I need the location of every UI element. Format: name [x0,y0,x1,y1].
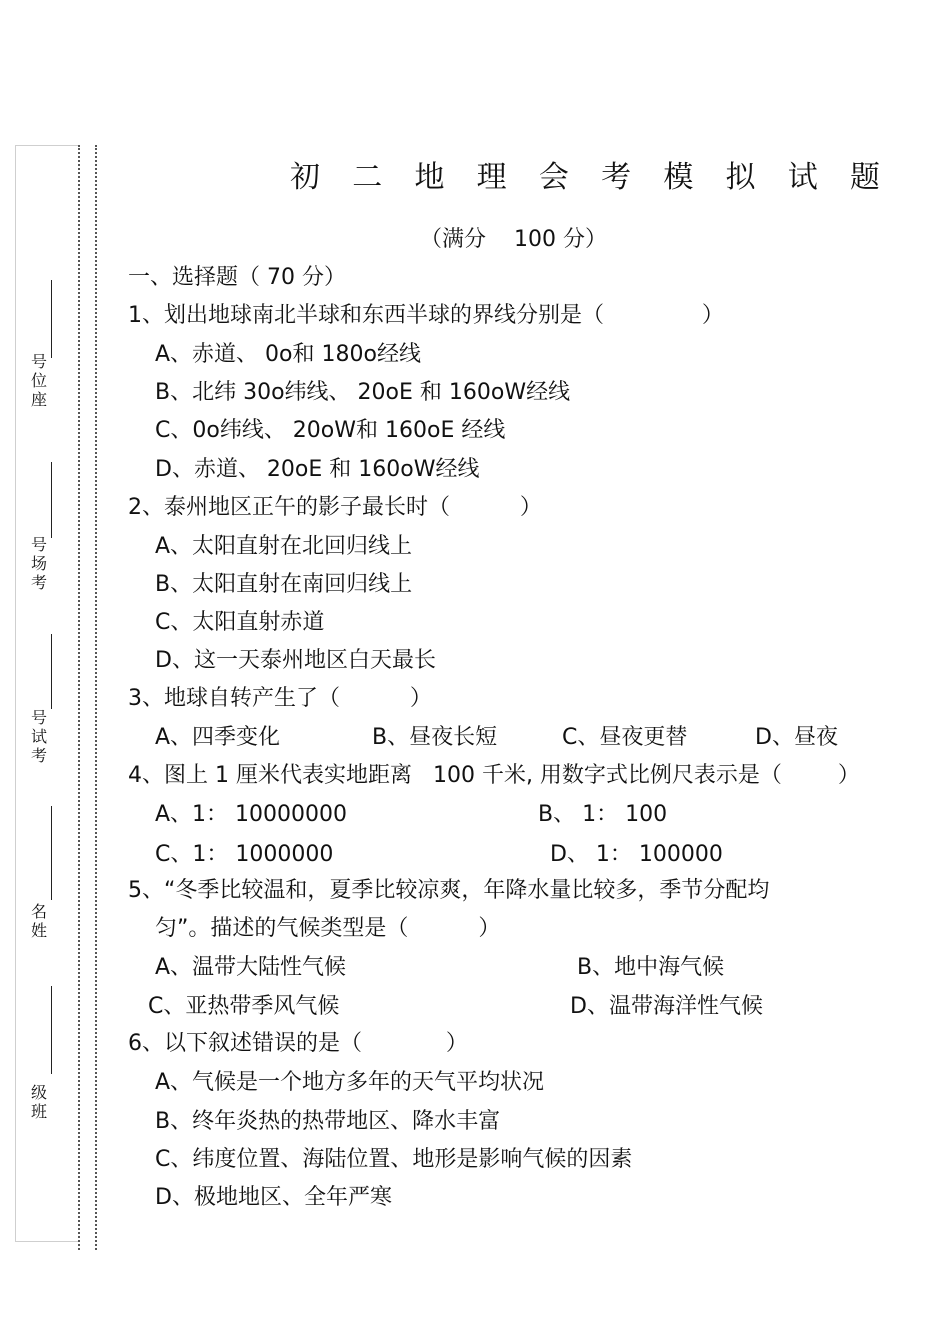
question-4-option-a: A、1： 10000000 [155,802,348,827]
title-char: 拟 [725,160,756,195]
question-1-stem: 1、划出地球南北半球和东西半球的界线分别是（ ） [128,303,724,328]
exam-room-line [51,462,52,538]
seat-number-line [51,280,52,358]
question-1-option-b: B、北纬 30o纬线、 20oE 和 160oW经线 [155,380,571,405]
title-char: 试 [787,160,818,195]
title-char: 初 [290,160,320,195]
title-char: 理 [476,160,507,195]
question-3-option-d: D、昼夜 [755,725,838,750]
question-3-option-b: B、昼夜长短 [372,725,498,750]
name-line [51,806,52,900]
title-char: 二 [352,160,383,195]
question-1-option-d: D、赤道、 20oE 和 160oW经线 [155,457,480,482]
title-char: 地 [414,160,445,195]
question-3-stem: 3、地球自转产生了（ ） [128,686,432,711]
exam-title [290,158,880,198]
exam-number-label: 号试考 [30,708,47,765]
question-5-option-c: C、亚热带季风气候 [148,994,340,1019]
name-label: 名姓 [30,902,47,940]
question-6-option-d: D、极地地区、全年严寒 [155,1185,392,1210]
class-label: 级班 [30,1083,47,1121]
question-2-option-a: A、太阳直射在北回归线上 [155,534,413,559]
exam-number-line [51,634,52,709]
question-6-option-b: B、终年炎热的热带地区、降水丰富 [155,1109,501,1134]
question-4-stem: 4、图上 1 厘米代表实地距离 100 千米, 用数字式比例尺表示是（ ） [128,763,860,788]
exam-room-label: 号场考 [30,535,47,592]
question-1-option-a: A、赤道、 0o和 180o经线 [155,342,421,367]
title-char: 考 [601,160,632,195]
question-3-option-c: C、昼夜更替 [562,725,688,750]
class-line [51,986,52,1074]
question-5-option-b: B、地中海气候 [577,955,725,980]
title-char: 模 [663,160,694,195]
question-5-stem-continued: 匀”。描述的气候类型是（ ） [155,916,501,941]
question-4-option-d: D、 1： 100000 [550,842,723,867]
section-heading: 一、选择题（ 70 分） [128,265,346,290]
question-2-stem: 2、泰州地区正午的影子最长时（ ） [128,495,542,520]
question-6-option-c: C、纬度位置、海陆位置、地形是影响气候的因素 [155,1147,633,1172]
binding-dotted-line-inner [78,145,80,1250]
binding-margin [15,145,80,1242]
question-5-stem: 5、“冬季比较温和，夏季比较凉爽，年降水量比较多，季节分配均 [128,878,770,903]
question-3-option-a: A、四季变化 [155,725,281,750]
full-score: （满分 100 分） [420,227,607,252]
title-char: 会 [538,160,569,195]
question-6-stem: 6、以下叙述错误的是（ ） [128,1031,468,1056]
title-char: 题 [849,160,880,195]
question-4-option-c: C、1： 1000000 [155,842,334,867]
question-2-option-c: C、太阳直射赤道 [155,610,325,635]
question-5-option-d: D、温带海洋性气候 [570,994,763,1019]
question-2-option-b: B、太阳直射在南回归线上 [155,572,413,597]
binding-dotted-line-outer [95,145,97,1250]
question-1-option-c: C、0o纬线、 20oW和 160oE 经线 [155,418,506,443]
question-6-option-a: A、气候是一个地方多年的天气平均状况 [155,1070,545,1095]
seat-number-label: 号位座 [30,352,47,409]
question-5-option-a: A、温带大陆性气候 [155,955,347,980]
question-2-option-d: D、这一天泰州地区白天最长 [155,648,436,673]
question-4-option-b: B、 1： 100 [538,802,668,827]
